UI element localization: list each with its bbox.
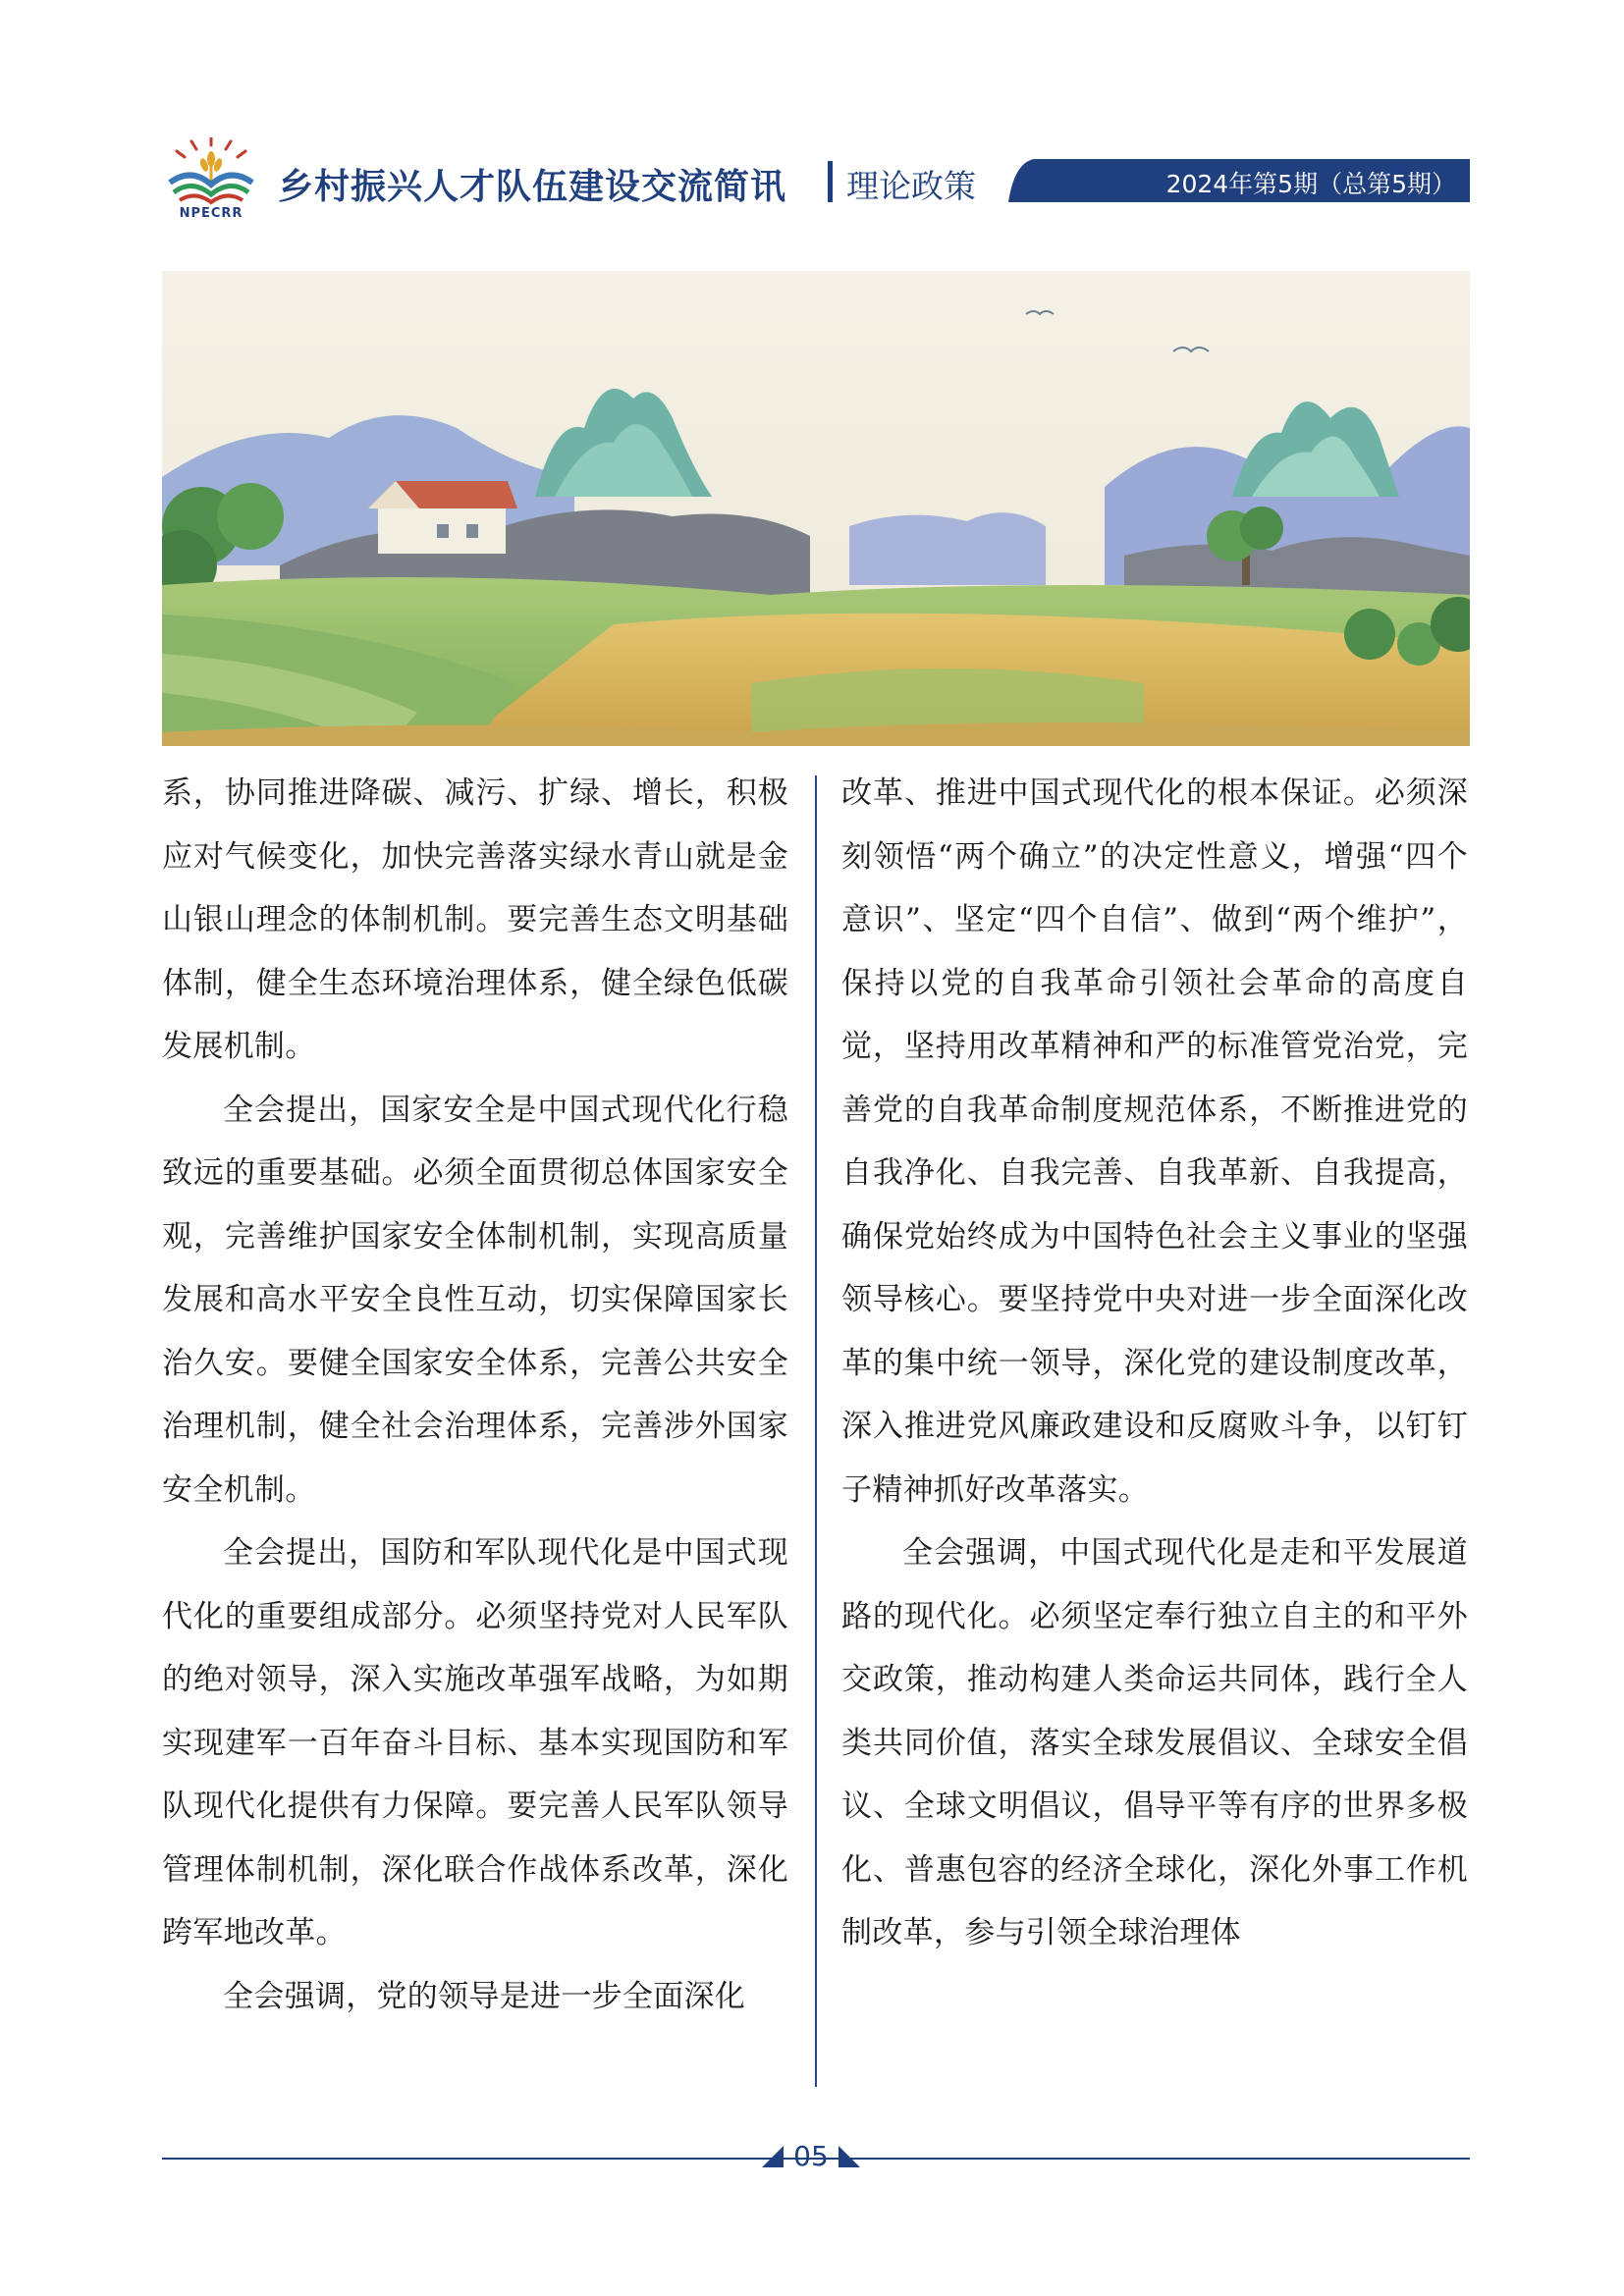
issue-number: 2024年第5期（总第5期） — [1165, 170, 1456, 198]
paragraph: 全会提出，国家安全是中国式现代化行稳致远的重要基础。必须全面贯彻总体国家安全观，完善维护国家安全体制机制，实现高质量发展和高水平安全良性互动，切实保障国家长治久安。要健全国家安全体系，完善公共安全治理机制，健全社会治理体系，完善涉外国家安全机制。 — [162, 1092, 788, 1508]
farmhouse — [368, 481, 517, 554]
publication-title: 乡村振兴人才队伍建设交流简讯 — [278, 167, 787, 207]
paragraph: 系，协同推进降碳、减污、扩绿、增长，积极应对气候变化，加快完善落实绿水青山就是金山银山理念的体制机制。要完善生态文明基础体制，健全生态环境治理体系，健全绿色低碳发展机制。 — [162, 775, 788, 1064]
paragraph: 全会强调，中国式现代化是走和平发展道路的现代化。必须坚定奉行独立自主的和平外交政策，推动构建人类命运共同体，践行全人类共同价值，落实全球发展倡议、全球安全倡议、全球文明倡议，倡导平等有序的世界多极化、普惠包容的经济全球化，深化外事工作机制改革，参与引领全球治理体 — [841, 1535, 1468, 1950]
logo-text: NPECRR — [179, 206, 244, 221]
page-number — [762, 2134, 860, 2179]
column-divider — [815, 775, 817, 2087]
paragraph: 改革、推进中国式现代化的根本保证。必须深刻领悟“两个确立”的决定性意义，增强“四个意识”、坚定“四个自信”、做到“两个维护”，保持以党的自我革命引领社会革命的高度自觉，坚持用改革精神和严的标准管党治党，完善党的自我革命制度规范体系，不断推进党的自我净化、自我完善、自我革新、自我提高，确保党始终成为中国特色社会主义事业的坚强领导核心。要坚持党中央对进一步全面深化改革的集中统一领导，深化党的建设制度改革，深入推进党风廉政建设和反腐败斗争，以钉钉子精神抓好改革落实。 — [841, 775, 1468, 1508]
issue-badge — [1008, 159, 1470, 202]
right-column — [841, 762, 1468, 1965]
section-name: 理论政策 — [846, 167, 976, 205]
paragraph: 全会强调，党的领导是进一步全面深化 — [223, 1978, 746, 2014]
paragraph: 全会提出，国防和军队现代化是中国式现代化的重要组成部分。必须坚持党对人民军队的绝对领导，深入实施改革强军战略，为如期实现建军一百年奋斗目标、基本实现国防和军队现代化提供有力保障。要完善人民军队领导管理体制机制，深化联合作战体系改革，深化跨军地改革。 — [162, 1535, 788, 1950]
right-triangle-icon — [839, 2146, 860, 2167]
landscape-banner — [162, 271, 1470, 746]
wheat-book-emblem-icon — [162, 137, 260, 206]
left-column — [162, 762, 788, 2028]
page-number-text: 05 — [793, 2140, 829, 2172]
npecrr-logo — [162, 137, 260, 232]
rural-landscape-illustration-icon — [162, 271, 1470, 746]
page-header — [162, 137, 1470, 236]
title-separator — [828, 161, 833, 202]
